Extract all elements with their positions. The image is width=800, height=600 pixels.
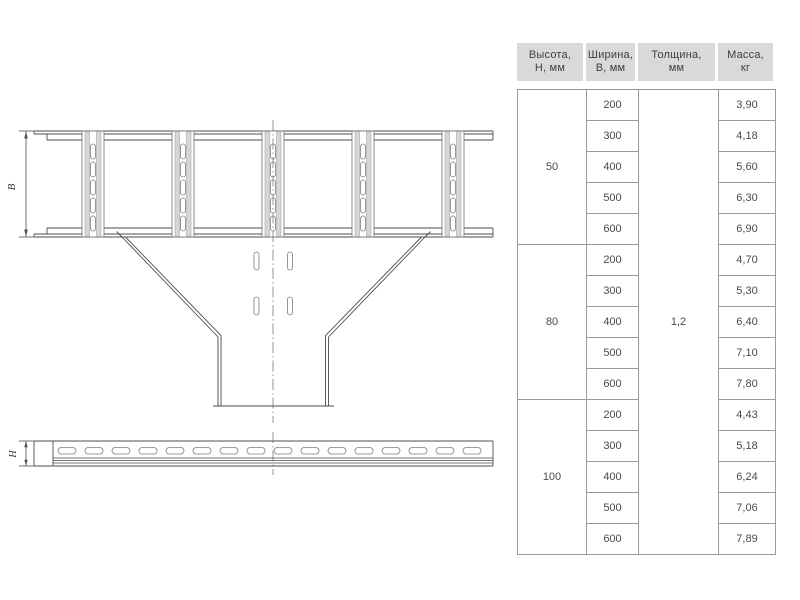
spec-table: [517, 43, 775, 555]
col-header-thickness: [638, 43, 715, 81]
mass-cell: 4,43: [719, 400, 776, 431]
col-header-width-line1: Ширина,: [587, 49, 634, 61]
ladder-rung: [442, 131, 464, 237]
width-cell: 600: [587, 214, 639, 245]
spec-table-body: [517, 89, 776, 555]
mass-cell: 5,18: [719, 431, 776, 462]
width-dimension-label: В: [6, 183, 18, 191]
width-cell: 400: [587, 462, 639, 493]
width-cell: 300: [587, 276, 639, 307]
mass-cell: 6,24: [719, 462, 776, 493]
col-header-thickness-line1: Толщина,: [651, 49, 702, 61]
mass-cell: 7,80: [719, 369, 776, 400]
mass-cell: 4,70: [719, 245, 776, 276]
mass-cell: 5,30: [719, 276, 776, 307]
col-header-mass-line2: кг: [740, 62, 751, 74]
ladder-rung: [352, 131, 374, 237]
col-header-height-line2: Н, мм: [534, 62, 566, 74]
mass-cell: 7,10: [719, 338, 776, 369]
col-header-mass: [718, 43, 773, 81]
spec-table-header: [517, 43, 775, 81]
width-cell: 300: [587, 121, 639, 152]
col-header-width: [586, 43, 635, 81]
mass-cell: 3,90: [719, 90, 776, 121]
width-cell: 200: [587, 400, 639, 431]
ladder-rung: [172, 131, 194, 237]
width-cell: 600: [587, 524, 639, 555]
width-dimension: [19, 131, 34, 237]
height-dimension-label: Н: [8, 450, 19, 458]
width-cell: 200: [587, 245, 639, 276]
width-cell: 300: [587, 431, 639, 462]
mass-cell: 4,18: [719, 121, 776, 152]
width-cell: 500: [587, 183, 639, 214]
thickness-cell: 1,2: [639, 90, 719, 555]
height-dimension: [19, 441, 34, 466]
height-cell: 50: [518, 90, 587, 245]
col-header-thickness-line2: мм: [668, 62, 685, 74]
col-header-width-line2: В, мм: [595, 62, 626, 74]
side-view-slots: [58, 448, 481, 455]
width-cell: 400: [587, 307, 639, 338]
height-cell: 80: [518, 245, 587, 400]
table-row: [518, 90, 776, 121]
height-cell: 100: [518, 400, 587, 555]
width-cell: 200: [587, 90, 639, 121]
col-header-mass-line1: Масса,: [727, 49, 764, 61]
mass-cell: 6,30: [719, 183, 776, 214]
mass-cell: 6,90: [719, 214, 776, 245]
width-cell: 500: [587, 338, 639, 369]
col-header-height-line1: Высота,: [528, 49, 572, 61]
mass-cell: 6,40: [719, 307, 776, 338]
branch-funnel: [117, 232, 431, 407]
ladder-rung: [82, 131, 104, 237]
width-cell: 400: [587, 152, 639, 183]
mass-cell: 7,89: [719, 524, 776, 555]
col-header-height: [517, 43, 583, 81]
width-cell: 500: [587, 493, 639, 524]
mass-cell: 5,60: [719, 152, 776, 183]
width-cell: 600: [587, 369, 639, 400]
mass-cell: 7,06: [719, 493, 776, 524]
